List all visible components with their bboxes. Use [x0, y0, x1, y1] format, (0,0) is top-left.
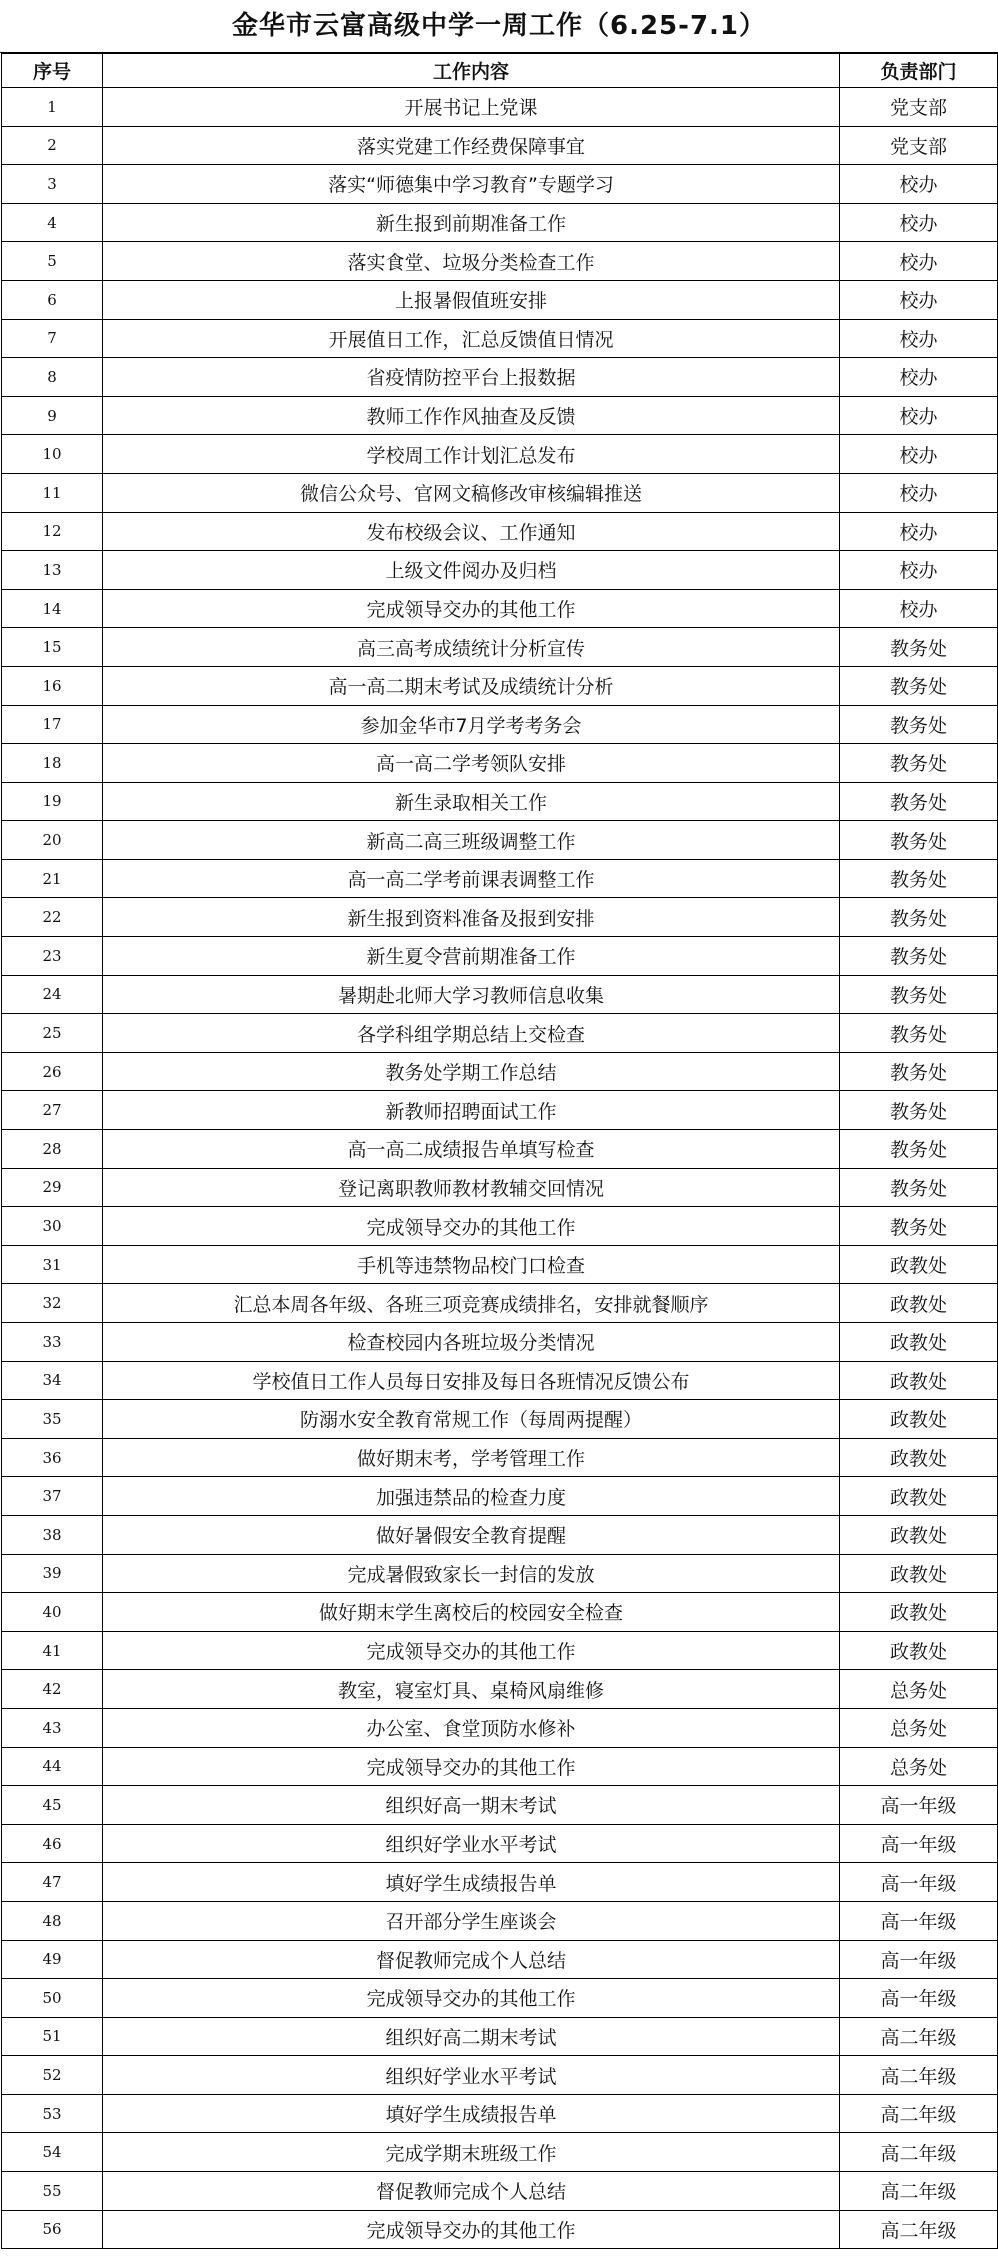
table-row — [2, 705, 998, 744]
row-dept: 校办 — [840, 512, 998, 551]
table-row — [2, 1593, 998, 1632]
row-content: 完成领导交办的其他工作 — [103, 1979, 840, 2018]
row-number: 28 — [2, 1130, 103, 1169]
row-dept: 高一年级 — [840, 1863, 998, 1902]
row-dept: 总务处 — [840, 1670, 998, 1709]
row-dept: 高二年级 — [840, 2133, 998, 2172]
row-number: 43 — [2, 1708, 103, 1747]
row-content: 新生报到前期准备工作 — [103, 203, 840, 242]
row-number: 38 — [2, 1515, 103, 1554]
row-dept: 校办 — [840, 435, 998, 474]
row-number: 22 — [2, 898, 103, 937]
row-content: 高一高二学考领队安排 — [103, 744, 840, 783]
row-number: 39 — [2, 1554, 103, 1593]
row-number: 56 — [2, 2210, 103, 2249]
table-row — [2, 1979, 998, 2018]
row-number: 15 — [2, 628, 103, 667]
table-row — [2, 358, 998, 397]
row-dept: 政教处 — [840, 1400, 998, 1439]
row-number: 17 — [2, 705, 103, 744]
header-content: 工作内容 — [103, 54, 840, 88]
table-row — [2, 2210, 998, 2249]
row-dept: 教务处 — [840, 821, 998, 860]
table-row — [2, 165, 998, 204]
row-dept: 校办 — [840, 242, 998, 281]
row-content: 填好学生成绩报告单 — [103, 2094, 840, 2133]
table-row — [2, 1901, 998, 1940]
row-dept: 校办 — [840, 358, 998, 397]
row-content: 开展值日工作，汇总反馈值日情况 — [103, 319, 840, 358]
row-number: 30 — [2, 1207, 103, 1246]
table-row — [2, 280, 998, 319]
table-row — [2, 203, 998, 242]
row-dept: 政教处 — [840, 1323, 998, 1362]
row-dept: 政教处 — [840, 1593, 998, 1632]
row-number: 7 — [2, 319, 103, 358]
row-dept: 教务处 — [840, 744, 998, 783]
row-dept: 高一年级 — [840, 1901, 998, 1940]
header-row — [2, 54, 998, 88]
row-dept: 校办 — [840, 165, 998, 204]
row-dept: 教务处 — [840, 666, 998, 705]
row-content: 新生报到资料准备及报到安排 — [103, 898, 840, 937]
row-number: 16 — [2, 666, 103, 705]
row-number: 33 — [2, 1323, 103, 1362]
row-number: 20 — [2, 821, 103, 860]
row-number: 3 — [2, 165, 103, 204]
row-number: 12 — [2, 512, 103, 551]
row-number: 53 — [2, 2094, 103, 2133]
table-row — [2, 1361, 998, 1400]
row-number: 25 — [2, 1014, 103, 1053]
row-number: 24 — [2, 975, 103, 1014]
row-content: 学校周工作计划汇总发布 — [103, 435, 840, 474]
table-row — [2, 666, 998, 705]
row-content: 落实“师德集中学习教育”专题学习 — [103, 165, 840, 204]
table-row — [2, 1863, 998, 1902]
row-content: 新高二高三班级调整工作 — [103, 821, 840, 860]
row-dept: 高二年级 — [840, 2172, 998, 2211]
table-row — [2, 1168, 998, 1207]
row-content: 召开部分学生座谈会 — [103, 1901, 840, 1940]
row-content: 加强违禁品的检查力度 — [103, 1477, 840, 1516]
table-row — [2, 435, 998, 474]
row-dept: 政教处 — [840, 1477, 998, 1516]
row-number: 42 — [2, 1670, 103, 1709]
row-number: 40 — [2, 1593, 103, 1632]
row-content: 上报暑假值班安排 — [103, 280, 840, 319]
row-dept: 高一年级 — [840, 1979, 998, 2018]
row-number: 31 — [2, 1245, 103, 1284]
row-number: 14 — [2, 589, 103, 628]
table-row — [2, 473, 998, 512]
row-number: 49 — [2, 1940, 103, 1979]
row-number: 55 — [2, 2172, 103, 2211]
row-dept: 党支部 — [840, 88, 998, 127]
row-content: 教务处学期工作总结 — [103, 1052, 840, 1091]
row-dept: 校办 — [840, 396, 998, 435]
row-number: 51 — [2, 2017, 103, 2056]
table-row — [2, 1245, 998, 1284]
row-content: 填好学生成绩报告单 — [103, 1863, 840, 1902]
row-dept: 校办 — [840, 589, 998, 628]
row-number: 50 — [2, 1979, 103, 2018]
row-content: 登记离职教师教材教辅交回情况 — [103, 1168, 840, 1207]
row-content: 落实党建工作经费保障事宜 — [103, 126, 840, 165]
row-dept: 教务处 — [840, 1091, 998, 1130]
row-number: 45 — [2, 1786, 103, 1825]
row-number: 37 — [2, 1477, 103, 1516]
row-content: 高三高考成绩统计分析宣传 — [103, 628, 840, 667]
header-dept: 负责部门 — [840, 54, 998, 88]
row-content: 教室，寝室灯具、桌椅风扇维修 — [103, 1670, 840, 1709]
row-dept: 教务处 — [840, 898, 998, 937]
row-dept: 教务处 — [840, 937, 998, 976]
row-dept: 校办 — [840, 319, 998, 358]
table-row — [2, 2094, 998, 2133]
row-content: 组织好学业水平考试 — [103, 1824, 840, 1863]
weekly-work-table — [1, 53, 998, 2249]
row-dept: 校办 — [840, 203, 998, 242]
row-number: 10 — [2, 435, 103, 474]
table-row — [2, 782, 998, 821]
row-dept: 教务处 — [840, 628, 998, 667]
row-number: 27 — [2, 1091, 103, 1130]
table-row — [2, 1014, 998, 1053]
table-row — [2, 975, 998, 1014]
row-number: 6 — [2, 280, 103, 319]
row-number: 5 — [2, 242, 103, 281]
table-row — [2, 1515, 998, 1554]
row-content: 高一高二期末考试及成绩统计分析 — [103, 666, 840, 705]
table-row — [2, 126, 998, 165]
row-number: 35 — [2, 1400, 103, 1439]
table-row — [2, 2172, 998, 2211]
row-number: 8 — [2, 358, 103, 397]
row-number: 48 — [2, 1901, 103, 1940]
table-row — [2, 859, 998, 898]
row-dept: 高二年级 — [840, 2017, 998, 2056]
row-dept: 高二年级 — [840, 2210, 998, 2249]
row-content: 手机等违禁物品校门口检查 — [103, 1245, 840, 1284]
table-row — [2, 1438, 998, 1477]
table-row — [2, 1631, 998, 1670]
row-number: 36 — [2, 1438, 103, 1477]
row-number: 2 — [2, 126, 103, 165]
row-content: 做好期末学生离校后的校园安全检查 — [103, 1593, 840, 1632]
table-row — [2, 2017, 998, 2056]
row-content: 开展书记上党课 — [103, 88, 840, 127]
row-dept: 政教处 — [840, 1631, 998, 1670]
row-content: 做好暑假安全教育提醒 — [103, 1515, 840, 1554]
row-content: 参加金华市7月学考考务会 — [103, 705, 840, 744]
row-dept: 教务处 — [840, 975, 998, 1014]
row-content: 完成领导交办的其他工作 — [103, 1631, 840, 1670]
row-dept: 高二年级 — [840, 2094, 998, 2133]
table-row — [2, 1554, 998, 1593]
row-dept: 总务处 — [840, 1708, 998, 1747]
row-content: 组织好高二期末考试 — [103, 2017, 840, 2056]
row-number: 29 — [2, 1168, 103, 1207]
table-row — [2, 88, 998, 127]
row-content: 落实食堂、垃圾分类检查工作 — [103, 242, 840, 281]
row-number: 52 — [2, 2056, 103, 2095]
table-row — [2, 1747, 998, 1786]
row-number: 21 — [2, 859, 103, 898]
row-content: 完成领导交办的其他工作 — [103, 1207, 840, 1246]
table-row — [2, 821, 998, 860]
row-dept: 党支部 — [840, 126, 998, 165]
row-dept: 高二年级 — [840, 2056, 998, 2095]
row-content: 督促教师完成个人总结 — [103, 2172, 840, 2211]
row-number: 23 — [2, 937, 103, 976]
row-content: 新教师招聘面试工作 — [103, 1091, 840, 1130]
row-content: 组织好高一期末考试 — [103, 1786, 840, 1825]
table-row — [2, 1940, 998, 1979]
page-title: 金华市云富高级中学一周工作（6.25-7.1） — [0, 0, 998, 53]
row-content: 上级文件阅办及归档 — [103, 551, 840, 590]
row-dept: 教务处 — [840, 1168, 998, 1207]
table-header — [2, 54, 998, 88]
row-content: 发布校级会议、工作通知 — [103, 512, 840, 551]
row-dept: 政教处 — [840, 1361, 998, 1400]
row-number: 1 — [2, 88, 103, 127]
row-content: 防溺水安全教育常规工作（每周两提醒） — [103, 1400, 840, 1439]
row-number: 32 — [2, 1284, 103, 1323]
row-content: 新生录取相关工作 — [103, 782, 840, 821]
row-content: 学校值日工作人员每日安排及每日各班情况反馈公布 — [103, 1361, 840, 1400]
table-row — [2, 1477, 998, 1516]
row-number: 18 — [2, 744, 103, 783]
row-content: 检查校园内各班垃圾分类情况 — [103, 1323, 840, 1362]
table-row — [2, 1400, 998, 1439]
table-body — [2, 88, 998, 2249]
table-row — [2, 628, 998, 667]
row-number: 47 — [2, 1863, 103, 1902]
row-content: 教师工作作风抽查及反馈 — [103, 396, 840, 435]
row-dept: 政教处 — [840, 1245, 998, 1284]
row-content: 微信公众号、官网文稿修改审核编辑推送 — [103, 473, 840, 512]
row-number: 13 — [2, 551, 103, 590]
table-row — [2, 898, 998, 937]
row-dept: 教务处 — [840, 1052, 998, 1091]
table-row — [2, 1284, 998, 1323]
table-row — [2, 1824, 998, 1863]
table-row — [2, 1670, 998, 1709]
row-dept: 政教处 — [840, 1554, 998, 1593]
row-dept: 教务处 — [840, 1207, 998, 1246]
row-dept: 教务处 — [840, 705, 998, 744]
table-row — [2, 319, 998, 358]
row-number: 54 — [2, 2133, 103, 2172]
row-number: 44 — [2, 1747, 103, 1786]
row-dept: 高一年级 — [840, 1940, 998, 1979]
row-content: 完成学期末班级工作 — [103, 2133, 840, 2172]
row-content: 完成领导交办的其他工作 — [103, 589, 840, 628]
table-row — [2, 512, 998, 551]
row-number: 46 — [2, 1824, 103, 1863]
header-num: 序号 — [2, 54, 103, 88]
row-dept: 政教处 — [840, 1284, 998, 1323]
row-content: 完成暑假致家长一封信的发放 — [103, 1554, 840, 1593]
row-content: 督促教师完成个人总结 — [103, 1940, 840, 1979]
row-dept: 教务处 — [840, 782, 998, 821]
table-row — [2, 1091, 998, 1130]
row-content: 办公室、食堂顶防水修补 — [103, 1708, 840, 1747]
table-row — [2, 242, 998, 281]
row-number: 4 — [2, 203, 103, 242]
row-content: 完成领导交办的其他工作 — [103, 2210, 840, 2249]
row-dept: 政教处 — [840, 1438, 998, 1477]
table-row — [2, 744, 998, 783]
table-row — [2, 2133, 998, 2172]
table-row — [2, 1052, 998, 1091]
table-row — [2, 1323, 998, 1362]
row-content: 组织好学业水平考试 — [103, 2056, 840, 2095]
row-content: 各学科组学期总结上交检查 — [103, 1014, 840, 1053]
row-content: 省疫情防控平台上报数据 — [103, 358, 840, 397]
row-content: 新生夏令营前期准备工作 — [103, 937, 840, 976]
row-content: 做好期末考，学考管理工作 — [103, 1438, 840, 1477]
row-content: 暑期赴北师大学习教师信息收集 — [103, 975, 840, 1014]
table-row — [2, 2056, 998, 2095]
row-dept: 高一年级 — [840, 1824, 998, 1863]
row-number: 11 — [2, 473, 103, 512]
table-row — [2, 1786, 998, 1825]
row-dept: 教务处 — [840, 1130, 998, 1169]
row-number: 26 — [2, 1052, 103, 1091]
row-dept: 教务处 — [840, 1014, 998, 1053]
table-row — [2, 589, 998, 628]
table-row — [2, 1130, 998, 1169]
row-content: 高一高二成绩报告单填写检查 — [103, 1130, 840, 1169]
row-dept: 教务处 — [840, 859, 998, 898]
row-content: 汇总本周各年级、各班三项竞赛成绩排名，安排就餐顺序 — [103, 1284, 840, 1323]
row-dept: 政教处 — [840, 1515, 998, 1554]
row-content: 完成领导交办的其他工作 — [103, 1747, 840, 1786]
row-dept: 校办 — [840, 280, 998, 319]
row-dept: 校办 — [840, 551, 998, 590]
row-number: 19 — [2, 782, 103, 821]
table-row — [2, 1207, 998, 1246]
row-dept: 高一年级 — [840, 1786, 998, 1825]
row-number: 41 — [2, 1631, 103, 1670]
row-content: 高一高二学考前课表调整工作 — [103, 859, 840, 898]
row-dept: 校办 — [840, 473, 998, 512]
row-dept: 总务处 — [840, 1747, 998, 1786]
table-row — [2, 396, 998, 435]
row-number: 9 — [2, 396, 103, 435]
table-row — [2, 551, 998, 590]
row-number: 34 — [2, 1361, 103, 1400]
table-row — [2, 1708, 998, 1747]
table-row — [2, 937, 998, 976]
